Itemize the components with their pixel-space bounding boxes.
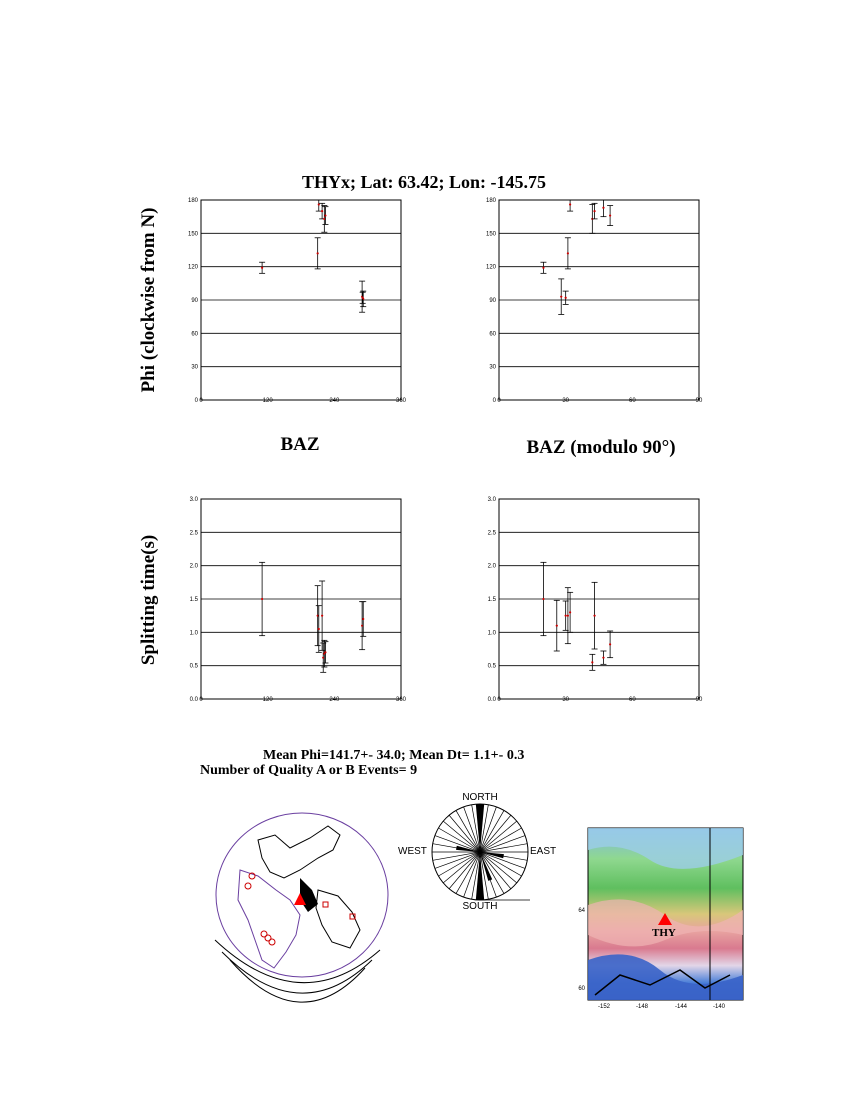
figure-title: THYx; Lat: 63.42; Lon: -145.75 <box>302 172 546 192</box>
x-tick-label: 90 <box>695 398 703 404</box>
data-point <box>360 292 366 303</box>
y-tick-label: 1.0 <box>487 630 496 637</box>
data-point <box>558 279 564 315</box>
y-tick-label: 120 <box>485 264 496 271</box>
x-tick-label: 30 <box>562 697 570 703</box>
y-tick-label: 0 <box>492 398 496 404</box>
data-point <box>359 602 365 650</box>
rose-diagram <box>432 804 528 900</box>
ylabel-splitting-time: Splitting time(s) <box>138 534 159 666</box>
data-point <box>607 631 613 658</box>
y-tick-label: 0 <box>194 398 198 404</box>
y-tick-label: 180 <box>485 198 496 204</box>
y-tick-label: 2.5 <box>487 530 496 537</box>
x-tick-label: 0 <box>199 697 203 703</box>
x-tick-label: 120 <box>262 398 273 404</box>
y-tick-label: 30 <box>191 364 198 371</box>
x-tick-label: 360 <box>395 398 407 404</box>
data-point <box>592 582 598 649</box>
data-point <box>607 206 613 226</box>
y-tick-label: 180 <box>187 198 198 204</box>
summary-mean-line: Mean Phi=141.7+- 34.0; Mean Dt= 1.1+- 0.3 <box>263 748 525 763</box>
regional-topo-map <box>578 828 743 1010</box>
data-point <box>600 200 606 217</box>
y-tick-label: 90 <box>191 298 198 304</box>
data-point <box>316 200 322 211</box>
y-tick-label: 1.5 <box>189 597 198 603</box>
data-point <box>360 291 366 307</box>
data-point <box>600 651 606 664</box>
x-tick-label: 60 <box>628 697 636 703</box>
y-tick-label: 2.0 <box>189 563 198 570</box>
data-point <box>540 262 546 273</box>
y-tick-label: 150 <box>187 231 198 238</box>
y-tick-label: 90 <box>489 298 496 304</box>
x-tick-label: 120 <box>262 697 273 703</box>
x-tick-label: 30 <box>562 398 570 404</box>
landmass-americas <box>238 870 300 968</box>
x-tick-label: 60 <box>628 398 636 404</box>
rose-label-south: SOUTH <box>462 901 498 912</box>
y-tick-label: 2.0 <box>487 563 496 570</box>
y-tick-label: 3.0 <box>189 497 198 503</box>
globe-map <box>215 813 388 1002</box>
data-point <box>589 654 595 670</box>
data-point <box>554 600 560 651</box>
x-tick-label: 240 <box>329 398 340 404</box>
plot-phi-vs-baz-mod90 <box>486 198 703 404</box>
map-x-tick-label: -144 <box>674 1004 688 1010</box>
rose-label-east: EAST <box>530 846 557 857</box>
data-point <box>563 291 569 304</box>
station-label: THY <box>652 927 676 939</box>
y-tick-label: 150 <box>485 231 496 238</box>
x-tick-label: 240 <box>329 697 340 703</box>
x-tick-label: 360 <box>395 697 407 703</box>
map-x-tick-label: -152 <box>597 1004 611 1010</box>
rose-label-north: NORTH <box>462 792 498 803</box>
y-tick-label: 0.0 <box>487 697 496 703</box>
summary-count-line: Number of Quality A or B Events= 9 <box>200 763 418 778</box>
x-tick-label: 0 <box>497 398 501 404</box>
data-point <box>259 262 265 273</box>
xlabel-baz: BAZ <box>280 434 320 455</box>
ylabel-phi: Phi (clockwise from N) <box>138 207 159 393</box>
data-point <box>315 238 321 269</box>
y-tick-label: 0.5 <box>487 663 496 670</box>
y-tick-label: 2.5 <box>189 530 198 537</box>
data-point <box>360 602 366 637</box>
y-tick-label: 1.0 <box>189 630 198 637</box>
x-tick-label: 0 <box>497 697 501 703</box>
y-tick-label: 60 <box>489 331 496 338</box>
rose-label-west: WEST <box>398 846 427 857</box>
y-tick-label: 60 <box>191 331 198 338</box>
landmass-north <box>258 826 340 878</box>
data-point <box>322 207 328 225</box>
plot-dt-vs-baz <box>190 497 407 703</box>
y-tick-label: 120 <box>187 264 198 271</box>
x-tick-label: 90 <box>695 697 703 703</box>
y-tick-label: 1.5 <box>487 597 496 603</box>
data-point <box>565 238 571 269</box>
plot-phi-vs-baz <box>188 198 407 404</box>
y-tick-label: 3.0 <box>487 497 496 503</box>
y-tick-label: 30 <box>489 364 496 371</box>
data-point <box>359 281 365 312</box>
map-x-tick-label: -140 <box>712 1004 726 1010</box>
map-y-tick-label: 64 <box>578 908 585 914</box>
map-y-tick-label: 60 <box>578 986 585 992</box>
x-tick-label: 0 <box>199 398 203 404</box>
map-x-tick-label: -148 <box>635 1004 649 1010</box>
plot-dt-vs-baz-mod90 <box>488 497 703 703</box>
data-point <box>567 200 573 211</box>
y-tick-label: 0.5 <box>189 663 198 670</box>
data-point <box>315 586 321 646</box>
y-tick-label: 0.0 <box>189 697 198 703</box>
xlabel-baz-modulo: BAZ (modulo 90°) <box>526 437 676 458</box>
